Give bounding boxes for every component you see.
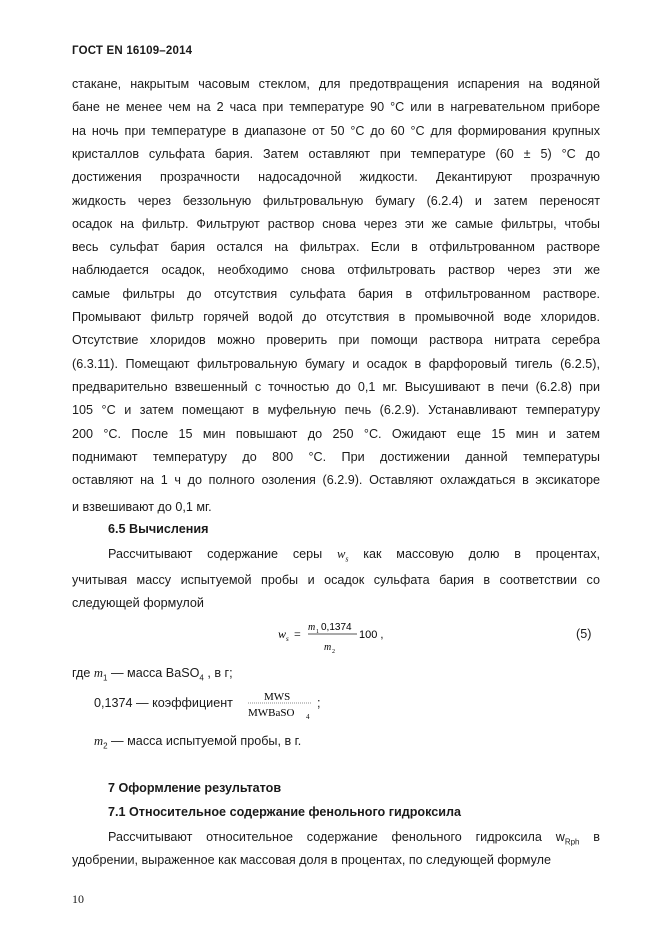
paragraph-procedure-last-line: и взвешивают до 0,1 мг. bbox=[72, 500, 212, 514]
where-var-m: m bbox=[93, 666, 103, 680]
document-header: ГОСТ EN 16109–2014 bbox=[72, 45, 193, 57]
formula-equals: = bbox=[294, 627, 301, 641]
formula-number: (5) bbox=[576, 627, 592, 641]
paragraph-line: самые фильтры до отсутствия сульфата бария в отфильтрованном растворе. bbox=[72, 286, 600, 301]
section-heading-7-1: 7.1 Относительное содержание фенольного гидроксила bbox=[108, 805, 461, 819]
calc-line-1 bbox=[108, 546, 600, 568]
section-heading-6-5: 6.5 Вычисления bbox=[108, 522, 209, 536]
paragraph-line: наблюдается осадок, необходимо снова отфильтровать раствор через эти же bbox=[72, 263, 600, 278]
paragraph-line: на ночь при температуре в диапазоне от 50 °С до 60 °С для формирования крупных bbox=[72, 123, 600, 138]
m2-var: m bbox=[94, 734, 104, 748]
paragraph-line: стакане, накрытым часовым стеклом, для предотвращения испарения на водяной bbox=[72, 77, 600, 91]
paragraph-line: предварительно взвешенный с точностью до 0,1 мг. Высушивают в печи (6.2.8) при bbox=[72, 379, 600, 394]
where-unit: , в г; bbox=[203, 666, 233, 680]
paragraph-line: бане не менее чем на 2 часа при температуре 90 °С или в нагревательном приборе bbox=[72, 100, 600, 115]
where-var-sub: 1 bbox=[103, 673, 108, 683]
paragraph-line: 105 °С и затем помещают в муфельную печь (6.2.9). Устанавливают температуру bbox=[72, 403, 600, 418]
result-text-b: в bbox=[579, 830, 600, 844]
formula-5 bbox=[278, 620, 438, 660]
m2-var-sub: 2 bbox=[103, 741, 108, 751]
formula-lhs-sub: s bbox=[286, 635, 289, 643]
result-text-a: Рассчитывают относительное содержание фенольного гидроксила w bbox=[108, 830, 565, 844]
formula-coef: 0,1374 bbox=[321, 622, 352, 633]
where-sub4: 4 bbox=[199, 673, 204, 683]
where-prefix: где bbox=[72, 666, 91, 680]
formula-m1: m bbox=[308, 622, 316, 633]
coef-fraction-denominator: MWBaSO bbox=[248, 707, 295, 719]
section-heading-7: 7 Оформление результатов bbox=[108, 781, 282, 795]
coef-end: ; bbox=[317, 696, 321, 710]
formula-lhs: w bbox=[278, 627, 287, 641]
coef-line: 0,1374 — коэффициент bbox=[94, 696, 233, 710]
paragraph-line: оставляют на 1 ч до полного озоления (6.2.9). Оставляют охлаждаться в эксикаторе bbox=[72, 473, 600, 488]
paragraph-line: 200 °С. После 15 мин повышают до 250 °С. Ожидают еще 15 мин и затем bbox=[72, 426, 600, 441]
paragraph-line: Промывают фильтр горячей водой до отсутствия в промывочной воде хлоридов. bbox=[72, 310, 600, 324]
where-line bbox=[72, 665, 600, 687]
var-w-sub: s bbox=[345, 554, 349, 564]
coef-fraction bbox=[246, 688, 316, 720]
result-line-1 bbox=[108, 829, 600, 851]
paragraph-line: кристаллов сульфата бария. Затем оставляют при температуре (60 ± 5) °С до bbox=[72, 146, 600, 161]
paragraph-line: весь сульфат бария остался на фильтрах. Если в отфильтрованном растворе bbox=[72, 240, 600, 255]
paragraph-line: достижения прозрачности надосадочной жидкости. Декантируют прозрачную bbox=[72, 170, 600, 185]
paragraph-line: жидкость через беззольную фильтровальную бумагу (6.2.4) и затем переносят bbox=[72, 193, 600, 208]
coef-fraction-den-sub: 4 bbox=[306, 713, 310, 720]
calc-line-3: следующей формулой bbox=[72, 596, 204, 610]
calc-line-2: учитывая массу испытуемой пробы и осадок сульфата бария в соответствии со bbox=[72, 573, 600, 587]
paragraph-line: Отсутствие хлоридов можно проверить при помощи раствора нитрата серебра bbox=[72, 333, 600, 348]
formula-m2-sub: 2 bbox=[332, 649, 335, 655]
result-sub-rph: Rph bbox=[564, 837, 580, 847]
var-w: w bbox=[336, 547, 346, 561]
m2-line bbox=[94, 733, 622, 755]
page-number: 10 bbox=[72, 892, 84, 906]
where-text: — масса BaSO bbox=[107, 666, 200, 680]
paragraph-line: осадок на фильтр. Фильтруют раствор снова через эти же самые фильтры, чтобы bbox=[72, 216, 600, 231]
formula-m2: m bbox=[324, 642, 332, 653]
result-line-2: удобрении, выраженное как массовая доля в процентах, по следующей формуле bbox=[72, 853, 551, 867]
formula-m1-sub: 1 bbox=[316, 629, 319, 635]
paragraph-line: (6.3.11). Помещают фильтровальную бумагу и осадок в фарфоровый тигель (6.2.5), bbox=[72, 356, 600, 371]
coef-fraction-numerator: MWS bbox=[264, 691, 291, 703]
m2-text: — масса испытуемой пробы, в г. bbox=[107, 734, 302, 748]
paragraph-line: поднимают температуру до 800 °С. При достижении данной температуры bbox=[72, 449, 600, 464]
calc-text-b: как массовую долю в процентах, bbox=[363, 547, 600, 561]
var-ws bbox=[336, 547, 349, 564]
calc-text-a: Рассчитывают содержание серы bbox=[108, 547, 323, 561]
formula-hundred: 100 , bbox=[359, 629, 384, 641]
